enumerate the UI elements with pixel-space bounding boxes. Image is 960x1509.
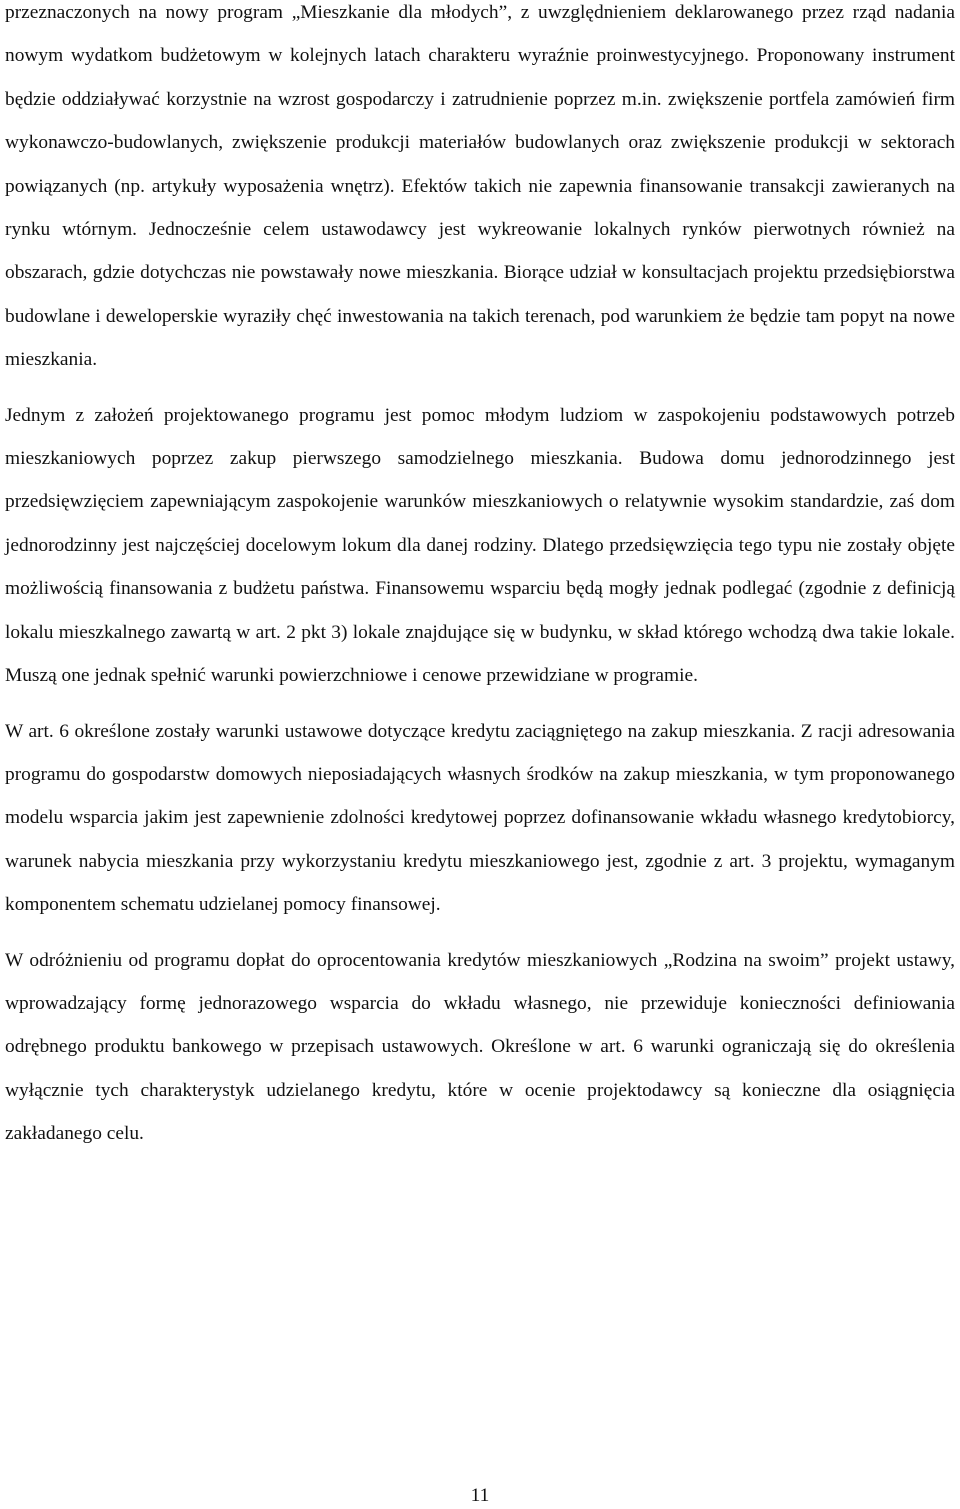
page-number: 11 [470, 1485, 490, 1506]
paragraph-1: przeznaczonych na nowy program „Mieszkanie dla młodych”, z uwzględnieniem deklarowanego przez rząd nadania nowym wydatkom budżetowym w kolejnych latach charakteru wyraźnie proinwestycyjnego. Proponowany instrument będzie oddziaływać korzystnie na wzrost gospodarczy i zatrudnienie poprzez m.in. zwiększenie portfela zamówień firm wykonawczo-budowlanych, zwiększenie produkcji materiałów budowlanych oraz zwiększenie produkcji w sektorach powiązanych (np. artykuły wyposażenia wnętrz). Efektów takich nie zapewnia finansowanie transakcji zawieranych na rynku wtórnym. Jednocześnie celem ustawodawcy jest wykreowanie lokalnych rynków pierwotnych również na obszarach, gdzie dotychczas nie powstawały nowe mieszkania. Biorące udział w konsultacjach projektu przedsiębiorstwa budowlane i deweloperskie wyraziły chęć inwestowania na takich terenach, pod warunkiem że będzie tam popyt na nowe mieszkania. [5, 2, 955, 371]
document-page [5, 0, 955, 1168]
paragraph-4: W odróżnieniu od programu dopłat do oprocentowania kredytów mieszkaniowych „Rodzina na swoim” projekt ustawy, wprowadzający formę jednorazowego wsparcia do wkładu własnego, nie przewiduje konieczności definiowania odrębnego produktu bankowego w przepisach ustawowych. Określone w art. 6 warunki ograniczają się do określenia wyłącznie tych charakterystyk udzielanego kredytu, które w ocenie projektodawcy są konieczne dla osiągnięcia zakładanego celu. [5, 949, 955, 1145]
paragraph-3: W art. 6 określone zostały warunki ustawowe dotyczące kredytu zaciągniętego na zakup mieszkania. Z racji adresowania programu do gospodarstw domowych nieposiadających własnych środków na zakup mieszkania, w tym proponowanego modelu wsparcia jakim jest zapewnienie zdolności kredytowej poprzez dofinansowanie wkładu własnego kredytobiorcy, warunek nabycia mieszkania przy wykorzystaniu kredytu mieszkaniowego jest, zgodnie z art. 3 projektu, wymaganym komponentem schematu udzielanej pomocy finansowej. [5, 720, 955, 916]
paragraph-2: Jednym z założeń projektowanego programu jest pomoc młodym ludziom w zaspokojeniu podstawowych potrzeb mieszkaniowych poprzez zakup pierwszego samodzielnego mieszkania. Budowa domu jednorodzinnego jest przedsięwzięciem zapewniającym zaspokojenie warunków mieszkaniowych o relatywnie wysokim standardzie, zaś dom jednorodzinny jest najczęściej docelowym lokum dla danej rodziny. Dlatego przedsięwzięcia tego typu nie zostały objęte możliwością finansowania z budżetu państwa. Finansowemu wsparciu będą mogły jednak podlegać (zgodnie z definicją lokalu mieszkalnego zawartą w art. 2 pkt 3) lokale znajdujące się w budynku, w skład którego wchodzą dwa takie lokale. Muszą one jednak spełnić warunki powierzchniowe i cenowe przewidziane w programie. [5, 404, 955, 687]
